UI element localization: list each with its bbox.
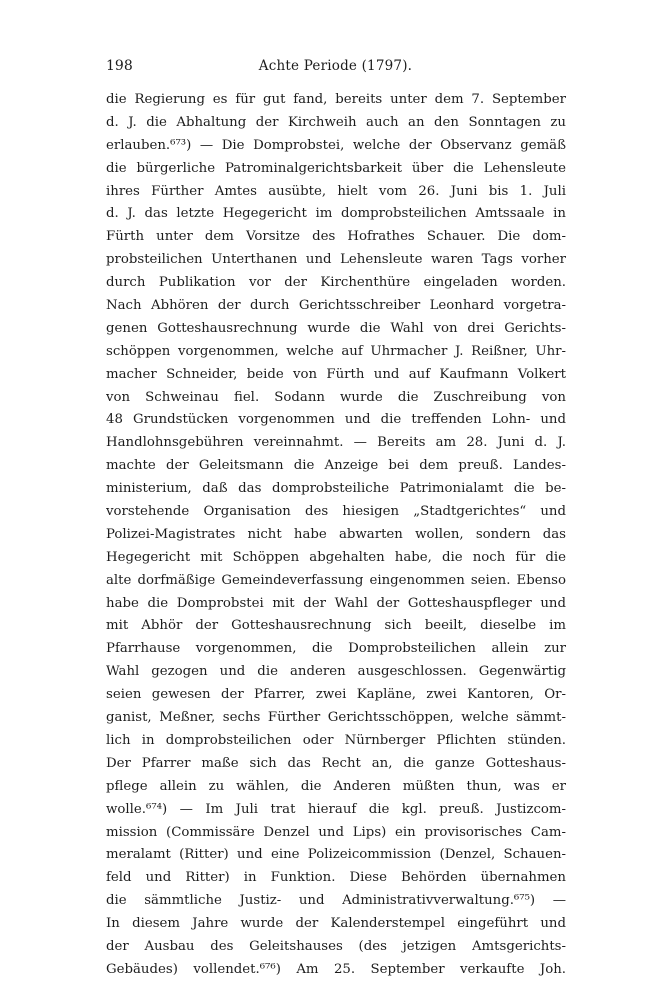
text-line: Der Pfarrer maße sich das Recht an, die ganze Gotteshaus-: [106, 755, 566, 771]
text-line: mission (Commissäre Denzel und Lips) ein provisorisches Cam-: [106, 824, 566, 840]
text-line: seien gewesen der Pfarrer, zwei Kapläne, zwei Kantoren, Or-: [106, 687, 566, 703]
text-line: Wahl gezogen und die anderen ausgeschlossen. Gegenwärtig: [106, 664, 566, 680]
body-text: [106, 89, 566, 982]
text-line: wolle.⁶⁷⁴) — Im Juli trat hierauf die kgl. preuß. Justizcom-: [106, 801, 566, 817]
text-line: 48 Grundstücken vorgenommen und die treffenden Lohn- und: [106, 412, 566, 428]
text-line: Polizei-Magistrates nicht habe abwarten wollen, sondern das: [106, 526, 566, 542]
text-line: von Schweinau fiel. Sodann wurde die Zuschreibung von: [106, 389, 566, 405]
text-line: Gebäudes) vollendet.⁶⁷⁶) Am 25. September verkaufte Joh.: [106, 961, 566, 977]
text-line: genen Gotteshausrechnung wurde die Wahl von drei Gerichts-: [106, 320, 566, 336]
text-line: ganist, Meßner, sechs Fürther Gerichtsschöppen, welche sämmt-: [106, 710, 566, 726]
text-line: alte dorfmäßige Gemeindeverfassung eingenommen seien. Ebenso: [106, 572, 566, 588]
text-line: durch Publikation vor der Kirchenthüre eingeladen worden.: [106, 275, 566, 291]
text-line: habe die Domprobstei mit der Wahl der Gotteshauspfleger und: [106, 595, 566, 611]
text-line: machte der Geleitsmann die Anzeige bei dem preuß. Landes-: [106, 458, 566, 474]
text-line: lich in domprobsteilichen oder Nürnberger Pflichten stünden.: [106, 732, 566, 748]
page-number: 198: [106, 58, 133, 74]
text-line: probsteilichen Unterthanen und Lehensleute waren Tags vorher: [106, 252, 566, 268]
text-line: meralamt (Ritter) und eine Polizeicommission (Denzel, Schauen-: [106, 847, 566, 863]
text-line: die sämmtliche Justiz- und Administrativverwaltung.⁶⁷⁵) —: [106, 893, 566, 909]
running-title: Achte Periode (1797).: [258, 58, 413, 74]
text-line: die Regierung es für gut fand, bereits unter dem 7. September: [106, 92, 566, 107]
text-line: Fürth unter dem Vorsitze des Hofrathes Schauer. Die dom-: [106, 229, 566, 245]
text-line: vorstehende Organisation des hiesigen „Stadtgerichtes“ und: [106, 504, 566, 520]
text-line: Hegegericht mit Schöppen abgehalten habe, die noch für die: [106, 549, 566, 565]
text-line: Nach Abhören der durch Gerichtsschreiber Leonhard vorgetra-: [106, 298, 566, 314]
page-header: [106, 58, 565, 78]
text-line: mit Abhör der Gotteshausrechnung sich beeilt, dieselbe im: [106, 618, 566, 634]
text-line: feld und Ritter) in Funktion. Diese Behörden übernahmen: [106, 870, 566, 886]
text-line: In diesem Jahre wurde der Kalenderstempel eingeführt und: [106, 916, 566, 932]
text-line: macher Schneider, beide von Fürth und auf Kaufmann Volkert: [106, 366, 566, 382]
text-line: der Ausbau des Geleitshauses (des jetzigen Amtsgerichts-: [106, 938, 566, 954]
text-line: ihres Fürther Amtes ausübte, hielt vom 26. Juni bis 1. Juli: [106, 183, 566, 199]
text-line: erlauben.⁶⁷³) — Die Domprobstei, welche der Observanz gemäß: [106, 137, 566, 153]
text-line: Pfarrhause vorgenommen, die Domprobsteilichen allein zur: [106, 641, 566, 657]
text-line: die bürgerliche Patrominalgerichtsbarkeit über die Lehensleute: [106, 160, 566, 176]
text-line: d. J. die Abhaltung der Kirchweih auch an den Sonntagen zu: [106, 114, 566, 130]
text-line: schöppen vorgenommen, welche auf Uhrmacher J. Reißner, Uhr-: [106, 343, 566, 359]
text-line: ministerium, daß das domprobsteiliche Patrimonialamt die be-: [106, 481, 566, 497]
text-line: pflege allein zu wählen, die Anderen müßten thun, was er: [106, 778, 566, 794]
text-line: Handlohnsgebühren vereinnahmt. — Bereits am 28. Juni d. J.: [106, 435, 566, 451]
text-line: d. J. das letzte Hegegericht im domprobsteilichen Amtssaale in: [106, 206, 566, 222]
